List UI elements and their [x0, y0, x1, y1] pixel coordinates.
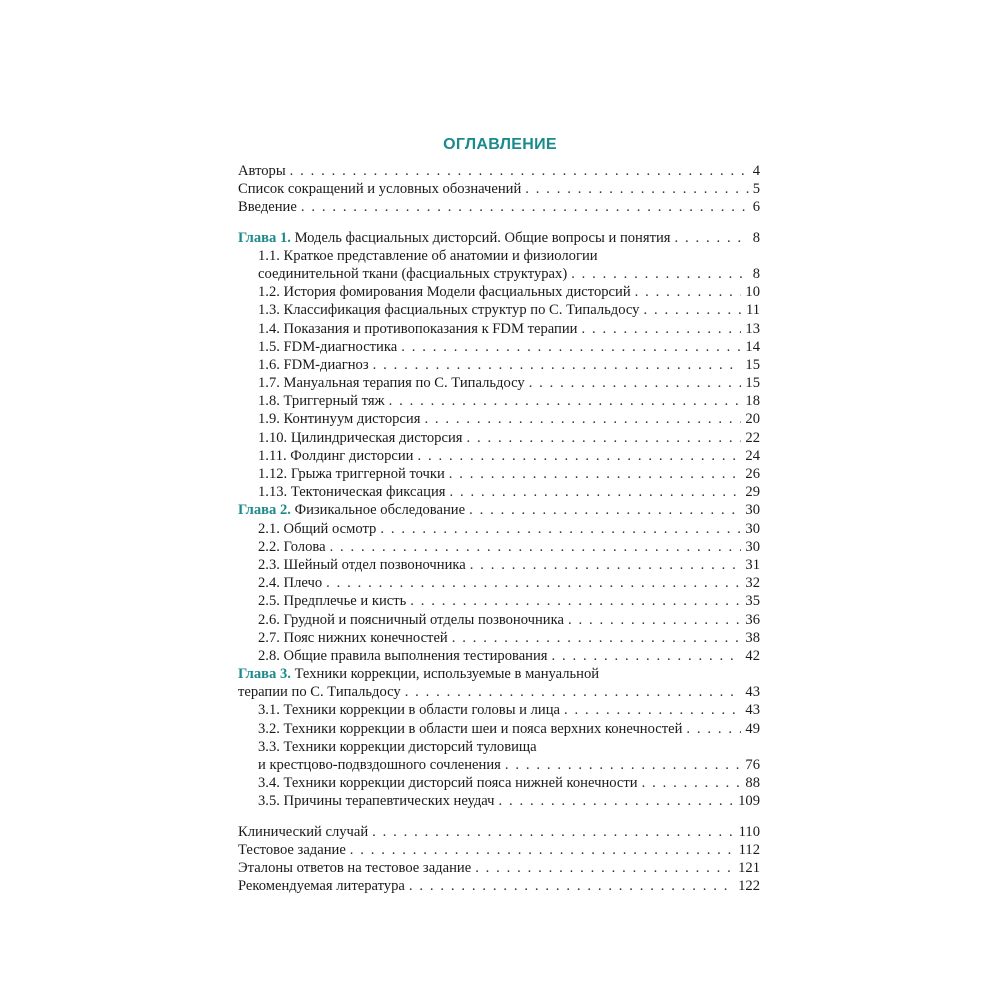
toc-section-1-6[interactable] — [238, 356, 760, 374]
toc-section-1-13[interactable] — [238, 483, 760, 501]
entry-title: 2.2. Голова — [258, 538, 326, 555]
entry-page: 4 — [752, 163, 760, 179]
leader-dots — [330, 538, 742, 556]
leader-dots — [380, 520, 741, 538]
toc-section-2-8[interactable] — [238, 647, 760, 665]
toc-section-2-2[interactable] — [238, 538, 760, 556]
entry-title: 3.1. Техники коррекции в области головы и лица — [258, 702, 560, 719]
toc-entry-abbreviations[interactable] — [238, 180, 760, 198]
toc-chapter-3-line2[interactable] — [238, 683, 760, 701]
leader-dots — [674, 229, 748, 247]
toc-chapter-3-line1[interactable] — [238, 665, 760, 683]
entry-title: Тестовое задание — [238, 841, 346, 858]
entry-title: Введение — [238, 199, 297, 216]
entry-title: 2.4. Плечо — [258, 575, 323, 592]
entry-title: 1.4. Показания и противопоказания к FDM терапии — [258, 320, 578, 337]
leader-dots — [568, 611, 741, 629]
entry-title: 3.4. Техники коррекции дисторсий пояса нижней конечности — [258, 775, 638, 792]
entry-page: 36 — [745, 611, 760, 628]
entry-page: 8 — [752, 265, 760, 282]
entry-page: 5 — [752, 181, 760, 198]
entry-page: 43 — [745, 684, 760, 701]
leader-dots — [326, 574, 741, 592]
leader-dots — [505, 756, 742, 774]
entry-title: 3.5. Причины терапевтических неудач — [258, 793, 495, 810]
toc-section-1-5[interactable] — [238, 338, 760, 356]
toc-section-1-1-line1[interactable] — [238, 247, 760, 265]
entry-page: 112 — [738, 841, 760, 858]
entry-page: 24 — [745, 447, 760, 464]
entry-title: 1.10. Цилиндрическая дисторсия — [258, 429, 463, 446]
entry-page: 14 — [745, 338, 760, 355]
entry-page: 88 — [745, 775, 760, 792]
table-of-contents — [238, 162, 760, 895]
entry-title: 2.5. Предплечье и кисть — [258, 593, 407, 610]
entry-title: 1.3. Классификация фасциальных структур по С. Типальдосу — [258, 302, 640, 319]
entry-title: 1.1. Краткое представление об анатомии и физиологии — [258, 247, 598, 264]
toc-section-3-4[interactable] — [238, 774, 760, 792]
chapter-label: Глава 2. — [238, 502, 291, 519]
leader-dots — [389, 392, 742, 410]
entry-title: соединительной ткани (фасциальных структурах) — [258, 265, 568, 282]
entry-page: 30 — [745, 538, 760, 555]
toc-section-2-3[interactable] — [238, 556, 760, 574]
entry-page: 35 — [745, 593, 760, 610]
toc-section-3-2[interactable] — [238, 720, 760, 738]
toc-section-2-6[interactable] — [238, 611, 760, 629]
entry-title: 3.2. Техники коррекции в области шеи и пояса верхних конечностей — [258, 720, 683, 737]
leader-dots — [466, 429, 741, 447]
toc-entry-answers[interactable] — [238, 859, 760, 877]
leader-dots — [686, 720, 741, 738]
page-title: ОГЛАВЛЕНИЕ — [443, 136, 557, 153]
toc-section-1-10[interactable] — [238, 429, 760, 447]
entry-page: 30 — [745, 502, 760, 519]
leader-dots — [499, 792, 735, 810]
leader-dots — [373, 356, 742, 374]
entry-page: 20 — [745, 411, 760, 428]
leader-dots — [410, 592, 741, 610]
entry-page: 6 — [752, 199, 760, 216]
entry-page: 49 — [745, 720, 760, 737]
chapter-title: Техники коррекции, используемые в мануальной — [294, 666, 600, 683]
entry-title: 1.7. Мануальная терапия по С. Типальдосу — [258, 375, 525, 392]
entry-title: 1.8. Триггерный тяж — [258, 393, 385, 410]
toc-section-1-2[interactable] — [238, 283, 760, 301]
entry-page: 109 — [738, 793, 760, 810]
entry-title: 2.8. Общие правила выполнения тестирования — [258, 647, 548, 664]
entry-title: 2.7. Пояс нижних конечностей — [258, 629, 448, 646]
entry-title: Рекомендуемая литература — [238, 878, 405, 895]
leader-dots — [571, 265, 749, 283]
toc-section-1-3[interactable] — [238, 301, 760, 319]
leader-dots — [450, 483, 742, 501]
entry-page: 76 — [745, 757, 760, 773]
chapter-title-cont: терапии по С. Типальдосу — [238, 684, 401, 701]
leader-dots — [643, 301, 741, 319]
entry-title: Авторы — [238, 163, 286, 179]
toc-section-2-4[interactable] — [238, 574, 760, 592]
entry-page: 110 — [738, 823, 760, 840]
toc-section-2-1[interactable] — [238, 520, 760, 538]
entry-title: 1.6. FDM-диагноз — [258, 356, 369, 373]
toc-section-1-9[interactable] — [238, 410, 760, 428]
leader-dots — [290, 162, 749, 180]
entry-title: Клинический случай — [238, 823, 369, 840]
leader-dots — [552, 647, 742, 665]
entry-title: 1.5. FDM-диагностика — [258, 338, 398, 355]
entry-title: 1.13. Тектоническая фиксация — [258, 484, 446, 501]
leader-dots — [529, 374, 742, 392]
entry-page: 26 — [745, 466, 760, 482]
toc-section-1-1-line2[interactable] — [238, 265, 760, 283]
entry-title: Список сокращений и условных обозначений — [238, 181, 522, 198]
chapter-label: Глава 1. — [238, 229, 291, 246]
leader-dots — [350, 841, 735, 859]
leader-dots — [564, 701, 741, 719]
leader-dots — [405, 683, 742, 701]
entry-page: 121 — [738, 859, 760, 876]
entry-page: 8 — [752, 229, 760, 246]
leader-dots — [449, 465, 742, 483]
entry-title: 3.3. Техники коррекции дисторсий туловища — [258, 738, 537, 755]
entry-page: 13 — [745, 320, 760, 337]
entry-page: 11 — [745, 302, 760, 319]
entry-page: 29 — [745, 484, 760, 501]
toc-section-2-7[interactable] — [238, 629, 760, 647]
entry-title: 2.1. Общий осмотр — [258, 520, 377, 537]
toc-section-3-3-line1[interactable] — [238, 738, 760, 756]
toc-entry-literature[interactable] — [238, 877, 760, 895]
toc-section-1-7[interactable] — [238, 374, 760, 392]
entry-page: 22 — [745, 429, 760, 446]
toc-chapter-2[interactable] — [238, 501, 760, 519]
entry-page: 32 — [745, 575, 760, 592]
leader-dots — [452, 629, 742, 647]
leader-dots — [372, 823, 734, 841]
entry-page: 18 — [745, 393, 760, 410]
toc-section-1-4[interactable] — [238, 320, 760, 338]
toc-entry-introduction[interactable] — [238, 198, 760, 216]
leader-dots — [409, 877, 734, 895]
entry-page: 31 — [745, 556, 760, 573]
toc-section-1-12[interactable] — [238, 465, 760, 483]
leader-dots — [581, 320, 741, 338]
toc-section-3-3-line2[interactable] — [238, 756, 760, 774]
entry-page: 38 — [745, 629, 760, 646]
leader-dots — [642, 774, 742, 792]
chapter-title: Модель фасциальных дисторсий. Общие вопросы и понятия — [294, 229, 671, 246]
entry-page: 122 — [738, 878, 760, 895]
toc-entry-test[interactable] — [238, 841, 760, 859]
toc-section-2-5[interactable] — [238, 592, 760, 610]
entry-page: 10 — [745, 284, 760, 301]
entry-title: 2.6. Грудной и поясничный отделы позвоночника — [258, 611, 564, 628]
chapter-label: Глава 3. — [238, 666, 291, 683]
entry-title: Эталоны ответов на тестовое задание — [238, 859, 472, 876]
entry-title: 2.3. Шейный отдел позвоночника — [258, 556, 466, 573]
leader-dots — [635, 283, 742, 301]
toc-entry-authors[interactable] — [238, 162, 760, 180]
entry-title: 1.2. История фомирования Модели фасциальных дисторсий — [258, 284, 631, 301]
entry-title: 1.9. Континуум дисторсия — [258, 411, 421, 428]
leader-dots — [469, 501, 741, 519]
entry-title: и крестцово-подвздошного сочленения — [258, 757, 501, 773]
toc-section-1-8[interactable] — [238, 392, 760, 410]
entry-page: 42 — [745, 647, 760, 664]
toc-section-1-11[interactable] — [238, 447, 760, 465]
entry-page: 15 — [745, 375, 760, 392]
leader-dots — [470, 556, 742, 574]
toc-chapter-1[interactable] — [238, 229, 760, 247]
entry-page: 30 — [745, 520, 760, 537]
leader-dots — [525, 180, 748, 198]
entry-title: 1.11. Фолдинг дисторсии — [258, 447, 414, 464]
leader-dots — [475, 859, 734, 877]
leader-dots — [401, 338, 741, 356]
chapter-title: Физикальное обследование — [294, 502, 466, 519]
leader-dots — [424, 410, 741, 428]
toc-section-3-5[interactable] — [238, 792, 760, 810]
entry-title: 1.12. Грыжа триггерной точки — [258, 466, 445, 482]
toc-section-3-1[interactable] — [238, 701, 760, 719]
toc-entry-clinical-case[interactable] — [238, 823, 760, 841]
entry-page: 15 — [745, 356, 760, 373]
leader-dots — [301, 198, 749, 216]
leader-dots — [417, 447, 741, 465]
entry-page: 43 — [745, 702, 760, 719]
